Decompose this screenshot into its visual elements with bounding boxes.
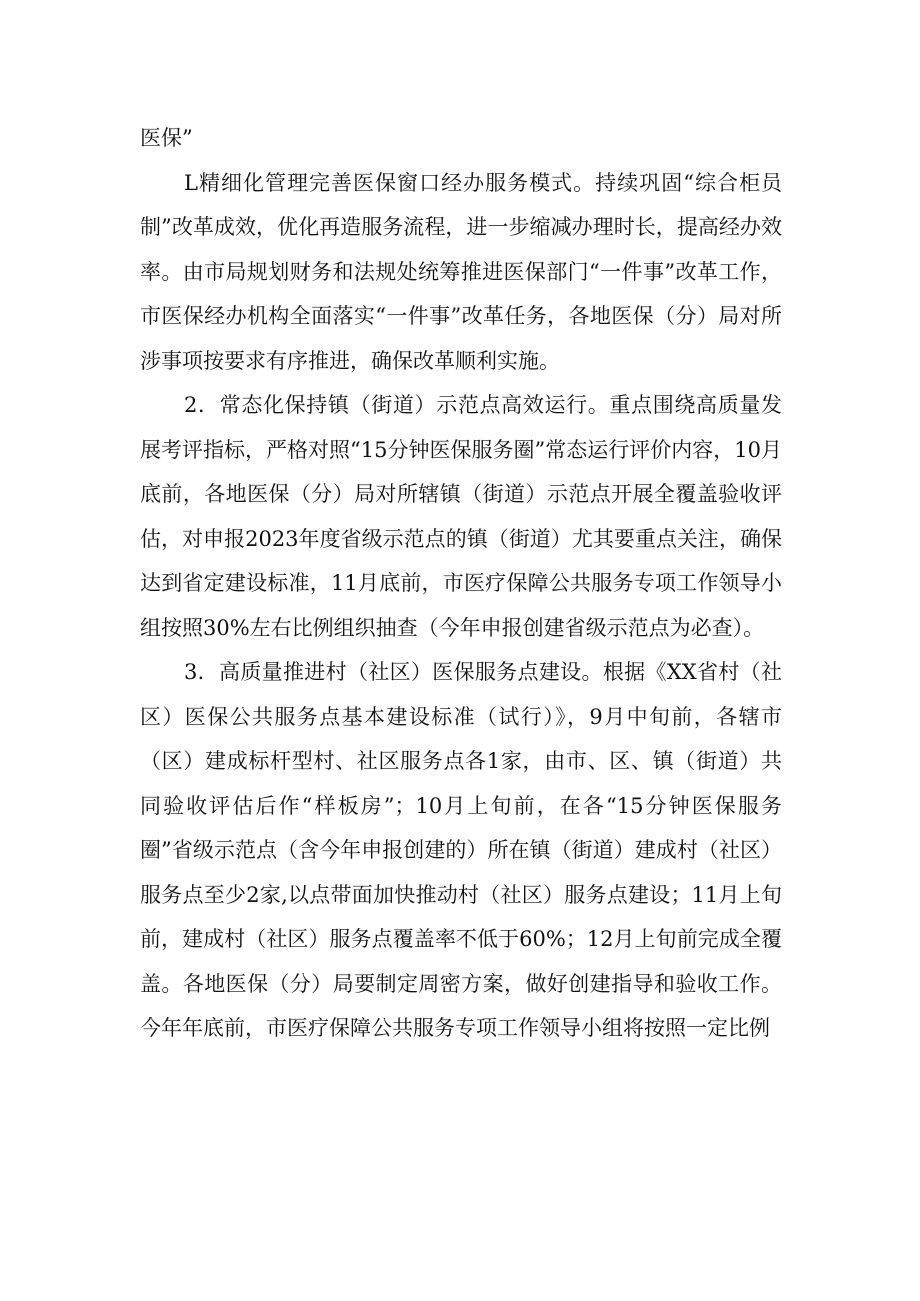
document-body [140,116,782,1051]
paragraph-demo-site: 2．常态化保持镇（街道）示范点高效运行。重点围绕高质量发展考评指标，严格对照“15分钟医保服务圈”常态运行评价内容，10月底前，各地医保（分）局对所辖镇（街道）示范点开展全覆盖验收评估，对申报2023年度省级示范点的镇（街道）尤其要重点关注，确保达到省定建设标准，11月底前，市医疗保障公共服务专项工作领导小组按照30%左右比例组织抽查（今年申报创建省级示范点为必查）。 [140,393,782,640]
paragraph-village-service-point: 3．高质量推进村（社区）医保服务点建设。根据《XX省村（社区）医保公共服务点基本建设标准（试行）》，9月中旬前，各辖市（区）建成标杆型村、社区服务点各1家，由市、区、镇（街道）共同验收评估后作“样板房”；10月上旬前，在各“15分钟医保服务圈”省级示范点（含今年申报创建的）所在镇（街道）建成村（社区）服务点至少2家,以点带面加快推动村（社区）服务点建设；11月上旬前，建成村（社区）服务点覆盖率不低于60%；12月上旬前完成全覆盖。各地医保（分）局要制定周密方案，做好创建指导和验收工作。今年年底前，市医疗保障公共服务专项工作领导小组将按照一定比例 [140,660,782,1040]
paragraph-window-service: L精细化管理完善医保窗口经办服务模式。持续巩固“综合柜员制”改革成效，优化再造服务流程，进一步缩减办理时长，提高经办效率。由市局规划财务和法规处统筹推进医保部门“一件事”改革工作，市医保经办机构全面落实“一件事”改革任务，各地医保（分）局对所涉事项按要求有序推进，确保改革顺利实施。 [140,170,782,373]
paragraph-continuation: 医保” [140,126,193,150]
